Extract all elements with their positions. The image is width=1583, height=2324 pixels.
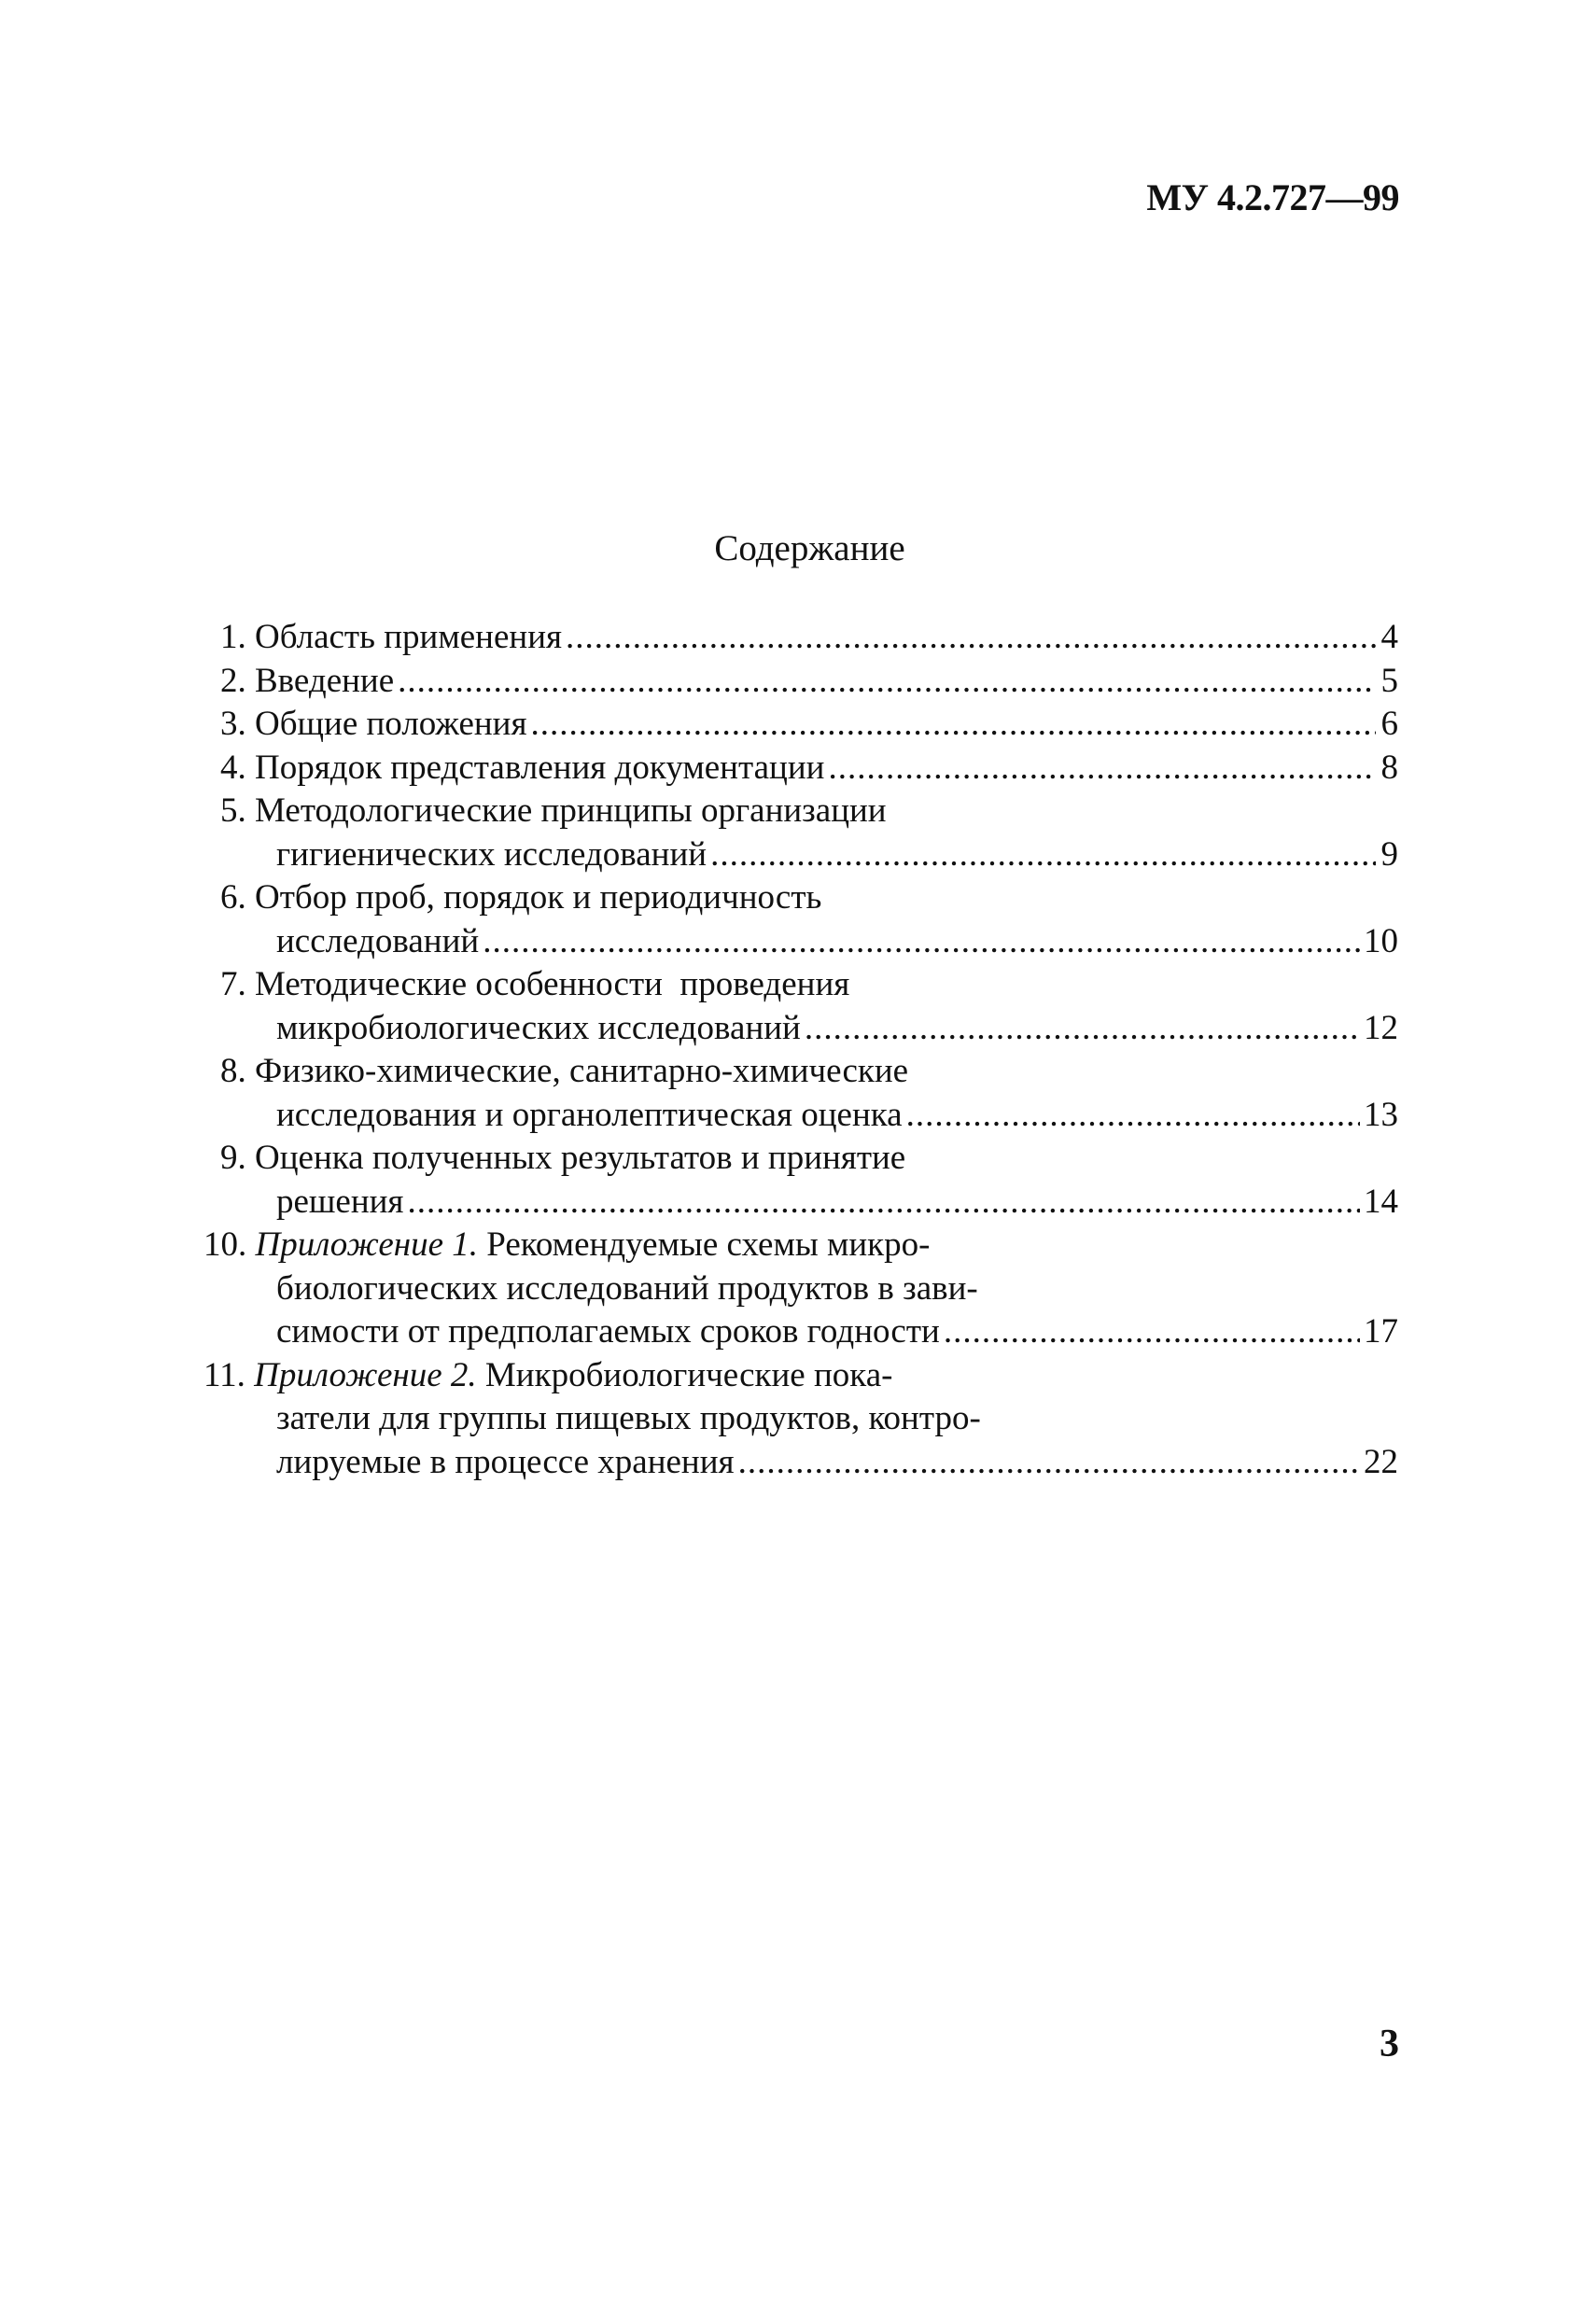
- toc-entry-text: Общие положения: [255, 705, 527, 743]
- toc-entry-text: Порядок представления документации: [255, 748, 825, 787]
- toc-entry-number: 2.: [220, 661, 246, 700]
- toc-entry-page: 5: [1380, 661, 1398, 700]
- toc-entry-number: 10.: [203, 1225, 247, 1264]
- toc-entry-text: Методологические принципы организации: [255, 791, 887, 830]
- toc-entry-text: Введение: [255, 661, 395, 700]
- toc-entry-7[interactable]: [220, 963, 1398, 1050]
- toc-entry-text-continued: исследования и органолептическая оценка: [276, 1095, 903, 1134]
- toc-entry-6[interactable]: [220, 876, 1398, 963]
- toc-entry-4[interactable]: [220, 747, 1398, 791]
- dot-leader: [398, 660, 1376, 704]
- dot-leader: [407, 1181, 1360, 1225]
- toc-entry-8[interactable]: [220, 1050, 1398, 1137]
- toc-entry-5[interactable]: [220, 790, 1398, 876]
- toc-entry-number: 4.: [220, 748, 246, 787]
- toc-entry-number: 5.: [220, 791, 246, 830]
- dot-leader: [805, 1007, 1360, 1051]
- dot-leader: [944, 1310, 1360, 1354]
- toc-entry-page: 8: [1380, 748, 1398, 787]
- appendix-label: Приложение 1.: [255, 1225, 479, 1264]
- toc-entry-text: Область применения: [255, 618, 563, 656]
- toc-entry-3[interactable]: [220, 703, 1398, 747]
- table-of-contents: [203, 616, 1398, 1484]
- dot-leader: [710, 833, 1376, 877]
- toc-entry-11[interactable]: [203, 1354, 1398, 1485]
- toc-entry-10[interactable]: [203, 1224, 1398, 1354]
- dot-leader: [738, 1441, 1360, 1485]
- toc-entry-page: 17: [1364, 1312, 1398, 1351]
- toc-entry-text-continued: гигиенических исследований: [276, 834, 707, 874]
- dot-leader: [483, 920, 1360, 964]
- toc-entry-text: Рекомендуемые схемы микро-: [486, 1225, 931, 1264]
- toc-entry-text-continued: симости от предполагаемых сроков годности: [276, 1312, 940, 1351]
- toc-entry-text: Методические особенности проведения: [255, 965, 850, 1003]
- toc-entry-number: 8.: [220, 1052, 246, 1090]
- toc-entry-text-continued: решения: [276, 1182, 404, 1221]
- toc-entry-page: 6: [1380, 705, 1398, 743]
- toc-entry-text-continued: биологических исследований продуктов в зави-: [276, 1268, 978, 1308]
- toc-entry-number: 7.: [220, 965, 246, 1003]
- toc-entry-text: Отбор проб, порядок и периодичность: [255, 878, 822, 917]
- toc-entry-text-continued: затели для группы пищевых продуктов, контро-: [276, 1399, 981, 1437]
- toc-entry-text-continued: исследований: [276, 921, 480, 960]
- toc-entry-text: Физико-химические, санитарно-химические: [255, 1052, 909, 1090]
- toc-entry-page: 14: [1364, 1182, 1398, 1221]
- dot-leader: [530, 703, 1376, 747]
- toc-entry-page: 12: [1364, 1008, 1398, 1047]
- toc-entry-text: Оценка полученных результатов и принятие: [255, 1139, 906, 1177]
- toc-entry-number: 1.: [220, 618, 246, 656]
- toc-entry-number: 9.: [220, 1139, 246, 1177]
- toc-entry-text-continued: микробиологических исследований: [276, 1008, 801, 1047]
- toc-entry-number: 6.: [220, 878, 246, 917]
- toc-title: Содержание: [714, 528, 905, 568]
- toc-entry-page: 4: [1380, 618, 1398, 656]
- toc-entry-number: 3.: [220, 705, 246, 743]
- toc-entry-page: 13: [1364, 1095, 1398, 1134]
- toc-entry-text-continued: лируемые в процессе хранения: [276, 1442, 735, 1481]
- dot-leader: [566, 616, 1376, 660]
- toc-entry-1[interactable]: [220, 616, 1398, 660]
- toc-entry-page: 10: [1364, 921, 1398, 960]
- toc-entry-page: 9: [1380, 834, 1398, 874]
- appendix-label: Приложение 2.: [254, 1355, 477, 1394]
- dot-leader: [906, 1094, 1360, 1138]
- toc-entry-page: 22: [1364, 1442, 1398, 1481]
- dot-leader: [828, 747, 1376, 791]
- document-code: МУ 4.2.727—99: [1146, 176, 1399, 218]
- toc-entry-text: Микробиологические пока-: [484, 1355, 893, 1394]
- page-number: 3: [1380, 2023, 1399, 2065]
- toc-entry-2[interactable]: [220, 660, 1398, 704]
- toc-entry-number: 11.: [203, 1355, 245, 1394]
- toc-entry-9[interactable]: [220, 1137, 1398, 1224]
